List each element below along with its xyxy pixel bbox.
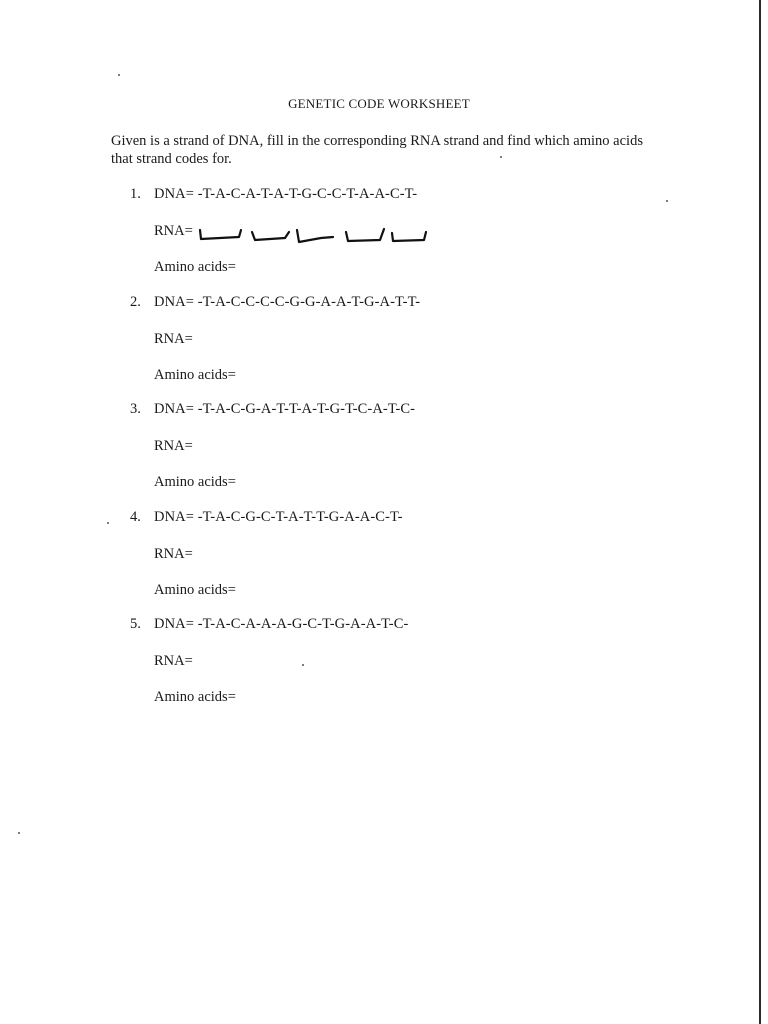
amino-acids-label: Amino acids=: [154, 582, 236, 598]
amino-acids-label: Amino acids=: [154, 474, 236, 490]
dna-strand: DNA= -T-A-C-A-A-A-G-C-T-G-A-A-T-C-: [154, 616, 409, 632]
problem-number: 4.: [130, 509, 141, 525]
codon-bracket-5: [392, 232, 426, 241]
dna-strand: DNA= -T-A-C-G-A-T-T-A-T-G-T-C-A-T-C-: [154, 401, 416, 417]
handwritten-codon-brackets: [197, 225, 437, 247]
rna-label: RNA=: [154, 546, 193, 562]
scan-speck: [302, 664, 304, 666]
amino-acids-label: Amino acids=: [154, 259, 236, 275]
problem-number: 2.: [130, 294, 141, 310]
rna-label: RNA=: [154, 653, 193, 669]
codon-bracket-2: [252, 232, 289, 240]
amino-acids-label: Amino acids=: [154, 689, 236, 705]
worksheet-title: GENETIC CODE WORKSHEET: [288, 96, 470, 111]
amino-acids-label: Amino acids=: [154, 367, 236, 383]
dna-strand: DNA= -T-A-C-A-T-A-T-G-C-C-T-A-A-C-T-: [154, 186, 418, 202]
rna-label: RNA=: [154, 331, 193, 347]
rna-label: RNA=: [154, 438, 193, 454]
codon-bracket-3: [297, 230, 333, 242]
problem-number: 3.: [130, 401, 141, 417]
problem-number: 1.: [130, 186, 141, 202]
page-edge: [759, 0, 761, 1024]
scan-speck: [107, 522, 109, 524]
dna-strand: DNA= -T-A-C-C-C-C-G-G-A-A-T-G-A-T-T-: [154, 294, 421, 310]
rna-label: RNA=: [154, 223, 193, 239]
worksheet-instructions: Given is a strand of DNA, fill in the corresponding RNA strand and find which amino acids that strand codes for.: [111, 133, 643, 167]
scan-speck: [666, 200, 668, 202]
codon-bracket-4: [346, 229, 384, 241]
scan-speck: [18, 832, 20, 834]
problem-number: 5.: [130, 616, 141, 632]
scan-speck: [118, 74, 120, 76]
dna-strand: DNA= -T-A-C-G-C-T-A-T-T-G-A-A-C-T-: [154, 509, 403, 525]
codon-bracket-1: [200, 230, 241, 239]
